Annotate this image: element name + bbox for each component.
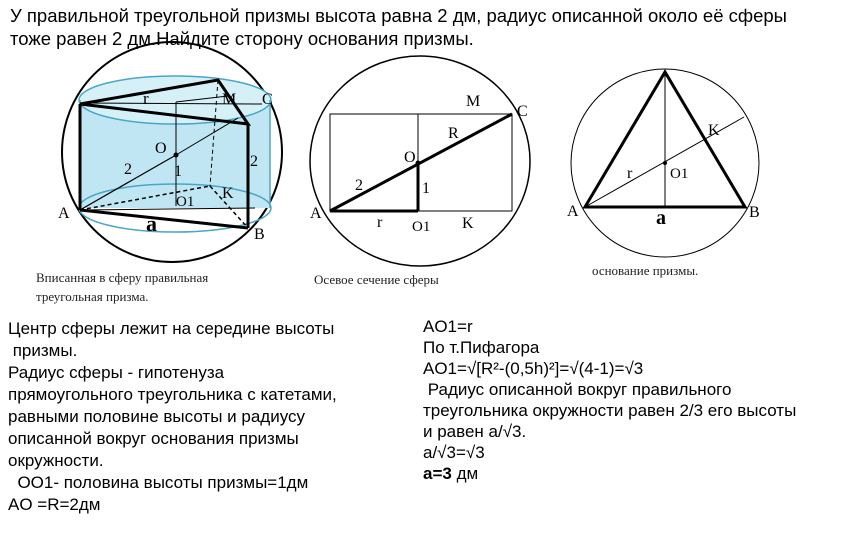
fig3-label-B: B (749, 204, 760, 221)
solution-right-line: AO1=r (423, 317, 473, 336)
solution-right-line: AO1=√[R²-(0,5h)²]=√(4-1)=√3 (423, 359, 644, 378)
fig1-label-M: M (222, 91, 237, 108)
solution-left-line: описанной вокруг основания призмы (8, 429, 299, 448)
answer-line (423, 463, 848, 484)
solution-right-line: и равен a/√3. (423, 422, 527, 441)
fig1-label-C: C (262, 91, 273, 108)
solution-left-line: прямоугольного треугольника с катетами, (8, 385, 337, 404)
fig2-label-K: K (462, 215, 474, 232)
fig2-label-R: R (448, 125, 459, 142)
solution-left-line: окружности. (8, 451, 104, 470)
fig3-label-K: K (708, 122, 720, 139)
solution-left-line: AO =R=2дм (8, 495, 101, 514)
answer-value: a=3 (423, 464, 452, 483)
fig1-label-1: 1 (174, 163, 182, 180)
fig1-caption-line-1: Вписанная в сферу правильная (36, 270, 209, 285)
fig1-label-O: O (155, 140, 167, 157)
fig2-label-O: O (404, 149, 416, 166)
fig1-caption-line-2: треугольная призма. (36, 289, 149, 304)
fig2-label-O1: O1 (412, 219, 431, 235)
fig2-center-point (416, 161, 421, 166)
solution-right-line: треугольника окружности равен 2/3 его высоты (423, 401, 797, 420)
fig2-label-1: 1 (422, 180, 430, 197)
figure-1-prism-in-sphere (58, 42, 282, 262)
solution-left (8, 318, 408, 516)
fig2-diameter (330, 114, 512, 211)
fig1-label-B: B (254, 226, 265, 243)
solution-right (423, 316, 848, 484)
fig2-caption (314, 270, 439, 289)
solution-left-line: равными половине высоты и радиусу (8, 407, 306, 426)
fig2-label-2: 2 (355, 177, 363, 194)
fig1-label-a: a (146, 211, 157, 236)
solution-right-line: Радиус описанной вокруг правильного (423, 380, 732, 399)
fig2-label-A: A (310, 205, 322, 222)
fig1-label-K: K (222, 185, 234, 202)
fig1-base-median (80, 208, 255, 210)
fig3-label-a: a (656, 207, 666, 229)
fig1-base-AB (80, 210, 248, 228)
solution-left-line: Радиус сферы - гипотенуза (8, 363, 225, 382)
fig3-label-r: r (627, 165, 633, 182)
fig3-caption (592, 261, 698, 280)
figure-3-prism-base (567, 69, 760, 257)
fig1-center-point (174, 153, 179, 158)
fig1-label-A: A (58, 205, 70, 222)
figure-2-axial-section (310, 56, 530, 266)
solution-right-line: a/√3=√3 (423, 443, 485, 462)
solution-right-line: По т.Пифагора (423, 338, 540, 357)
problem-line-1: У правильной треугольной призмы высота равна 2 дм, радиус описанной около её сферы (10, 5, 787, 26)
fig2-caption-line-1: Осевое сечение сферы (314, 272, 439, 287)
answer-unit: дм (451, 464, 479, 483)
fig1-label-2-diag: 2 (124, 161, 132, 178)
solution-left-line: призмы. (8, 341, 78, 360)
solution-left-line: Центр сферы лежит на середине высоты (8, 319, 335, 338)
fig3-center-point (663, 161, 667, 165)
problem-line-2: тоже равен 2 дм.Найдите сторону основания призмы. (10, 28, 474, 49)
fig3-caption-line-1: основание призмы. (592, 263, 699, 278)
fig2-label-M: M (466, 93, 481, 110)
fig1-caption (36, 268, 208, 306)
fig1-label-r: r (143, 89, 149, 108)
fig1-label-2-side: 2 (250, 153, 258, 170)
solution-left-line: OO1- половина высоты призмы=1дм (8, 473, 309, 492)
fig1-label-O1: O1 (176, 194, 195, 210)
fig3-label-O1: O1 (670, 166, 689, 182)
fig3-label-A: A (567, 203, 579, 220)
fig2-label-r: r (377, 214, 383, 231)
fig2-label-C: C (517, 103, 528, 120)
